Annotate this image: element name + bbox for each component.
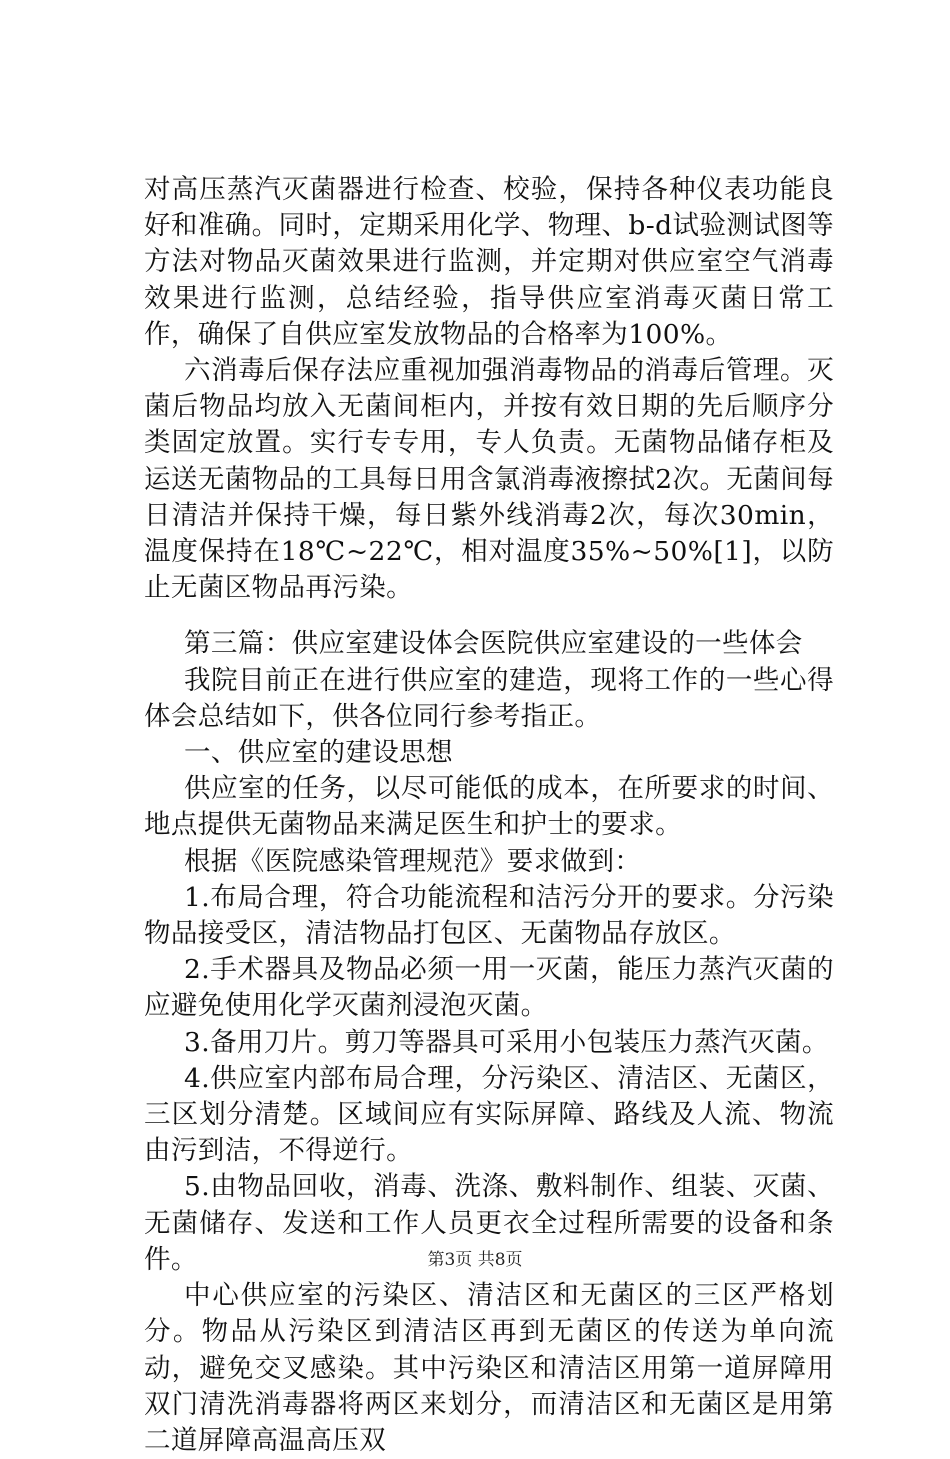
paragraph-regulation: 根据《医院感染管理规范》要求做到： bbox=[184, 845, 642, 877]
paragraph-intro: 我院目前正在进行供应室的建造，现将工作的一些心得体会总结如下，供各位同行参考指正。 bbox=[144, 664, 834, 732]
section-title: 第三篇：供应室建设体会医院供应室建设的一些体会 bbox=[184, 628, 803, 660]
list-item-2: 2.手术器具及物品必须一用一灭菌，能压力蒸汽灭菌的应避免使用化学灭菌剂浸泡灭菌。 bbox=[144, 954, 834, 1022]
list-item-1: 1.布局合理，符合功能流程和洁污分开的要求。分污染物品接受区，清洁物品打包区、无菌物品存放区。 bbox=[144, 881, 834, 950]
paragraph-sterilizer-inspection: 对高压蒸汽灭菌器进行检查、校验，保持各种仪表功能良好和准确。同时，定期采用化学、物理、b-d试验测试图等方法对物品灭菌效果进行监测，并定期对供应室空气消毒效果进行监测，总结经验，指导供应室消毒灭菌日常工作，确保了自供应室发放物品的合格率为100%。 bbox=[144, 174, 834, 350]
list-item-3: 3.备用刀片。剪刀等器具可采用小包装压力蒸汽灭菌。 bbox=[184, 1026, 829, 1058]
list-item-4: 4.供应室内部布局合理，分污染区、清洁区、无菌区，三区划分清楚。区域间应有实际屏障、路线及人流、物流由污到洁，不得逆行。 bbox=[144, 1062, 834, 1167]
heading-construction-idea: 一、供应室的建设思想 bbox=[184, 737, 453, 769]
paragraph-post-disinfection-storage: 六消毒后保存法应重视加强消毒物品的消毒后管理。灭菌后物品均放入无菌间柜内，并按有效日期的先后顺序分类固定放置。实行专专用，专人负责。无菌物品储存柜及运送无菌物品的工具每日用含氯消毒液擦拭2次。无菌间每日清洁并保持干燥，每日紫外线消毒2次，每次30min，温度保持在18℃~22℃，相对温度35%~50%[1]，以防止无菌区物品再污染。 bbox=[144, 355, 834, 604]
paragraph-task: 供应室的任务，以尽可能低的成本，在所要求的时间、地点提供无菌物品来满足医生和护士的要求。 bbox=[144, 773, 834, 841]
paragraph-three-zones: 中心供应室的污染区、清洁区和无菌区的三区严格划分。物品从污染区到清洁区再到无菌区的传送为单向流动，避免交叉感染。其中污染区和清洁区用第一道屏障用双门清洗消毒器将两区来划分，而清洁区和无菌区是用第二道屏障高温高压双 bbox=[144, 1280, 834, 1456]
section-gap bbox=[144, 606, 834, 626]
page-footer: 第3页 共8页 bbox=[427, 1250, 523, 1270]
list-item-5: 5.由物品回收，消毒、洗涤、敷料制作、组装、灭菌、无菌储存、发送和工作人员更衣全过程所需要的设备和条件。 bbox=[144, 1171, 834, 1275]
